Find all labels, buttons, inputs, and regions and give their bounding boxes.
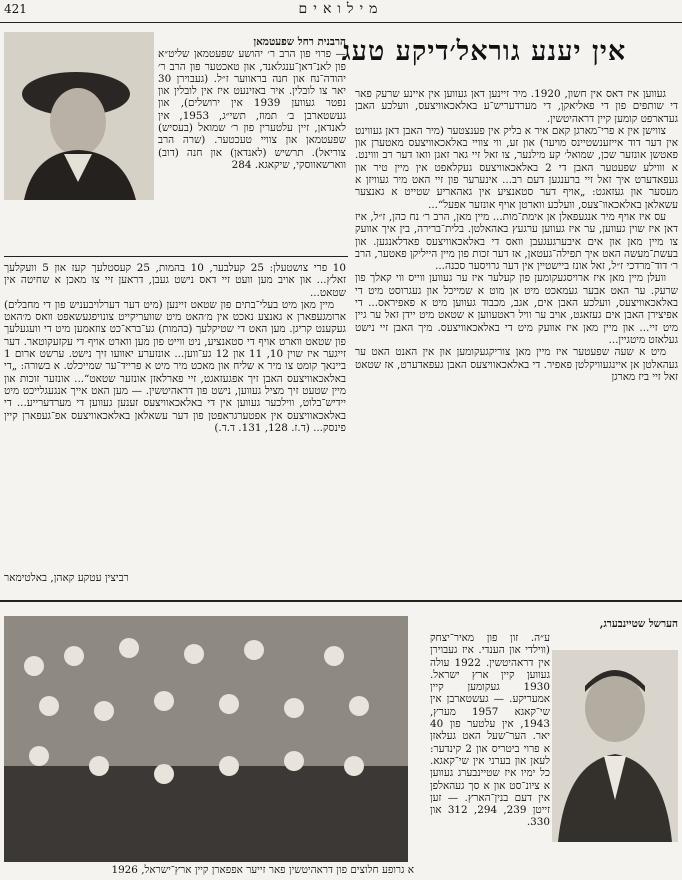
bio-rachel-text: — פרוי פון הרב ר׳ יהושע שפעטמאן שליט״א פון לאנ־דאן־ענגלאנד, און טאכטער פון הרב ר׳ יהודה־נח און חנה בראווער ז״ל. (געבוירן 30 יאר צו לובלין. איר באזינעט איז אין לובלין און נפטר געווען 1939 אין ירושלים), און געשטארבן ב׳ תמוז, תשי״ג, 1953, אין לאנדאן, זיין עלטערין פון ר׳ שמואל (בעסיש) שפעטמאן און צוויי טעכטער. (שרה הרב צוריאל). תרשיש (לאנדאן) און חנה (דוב) ווארשאווסקי, שיקאגא. 284 (158, 48, 346, 171)
article-title: אין יענע גוראל׳דיקע טעג (341, 36, 627, 67)
section-title: מילואים (298, 1, 384, 17)
bio-hershel-text: ע״ה. זון פון מאיר־יצחק (ווילדי און הענדי. איז געבוירן אין דראהיטשין. 1922 עולה געווען קיין ארץ ישראל. 1930 געקומען קיין אמעריקע. — געשטארבן אין שי־קאגא 1957 מערץ, 1943, אין עלטער פון 40 יאר. הער־שעל האט געלאזן א פרוי ביטריס און 2 קינדער: לעאן און בערני אין שי־קאגא. כל ימיו איז שטיינבערג געווען א ציונ־סט און א סך געהאלפן אין דעם בנין־הארץ. — זען זייטן 239, 294, 312 און 330. (430, 632, 551, 829)
bio-hershel-body (430, 632, 550, 829)
bio-divider (4, 256, 348, 257)
page-header (0, 0, 682, 22)
article-paragraph: 10 פרי צושטעלן: 25 קעלבער, 10 בהמות, 25 קעסטלעך קעז און 5 וועקלעך זאלץ... און אויב מען וועט זיי דאס נישט געבן, דראען זיי צו מאכן א שחיטה אין שטאט... (4, 262, 346, 299)
article-paragraph: געווען איז דאס אין חשון, 1920. מיר זיינען דאן געווען אין איינע שרעק פאר די שותפים פון די פאליאקן, די מערדעריש־ע באלאכאוויצעס, וועלכע האבן געדארפט קומען קיין דראהיטשין. (355, 88, 678, 125)
article-paragraph: מיין מאן מיט בעלי־בתים פון שטאט זיינען (מיט דער דערלויבעניש פון די מחבלים) ארומגעפארן א גאנצע נאכט אין מ׳האט מיט שוועריקייט צונויפגעשאפט וואס מ׳האט געקענט קריגן. מען האט די שטיקלעך (בהמות) גע־ברא־כט צוזאמען מיט די וועגעלעך פון שטאט ווארט אויף די סטאנציע, ניט ווייט פון מען ווארט אויף די עקזעקוטאר. דער זייגער איז שוין 10, 11 און 12 גע־ווען... אונזערע יאוועו זיך נישט. ערשט ארום 1 ביינאך קומט צו מיר א שליח און מאכט מיר מיט א פרייד־ער שמייכלט. א בשורה: „די באלאכאוויצעס האבן זיך אפגעזאגט, זיי פארלאזן אונזער שטאט“... אונזער זוכות און מיין שטעט זיך מציל געווען, נישט פון דראהיטשין. — מען האט אייך אנגעגלייכט מיט יידיש־בלוט, ווילכער געווען אין די באלאכאוויצעס זענען געווען די מערדערייע... די באלאכאוויצעס אין אפטערגראפטן פון דער עשאלאן באלאכאוויצעס אפ־געפארן קיין פינסק... (ד.ז. 128, 131. ד.ד.) (4, 298, 346, 434)
article-paragraph: עס איז אויף מיר אנגעפאלן אן אימת־מות... מיין מאן, הרב ר׳ נח כהן, ז״ל, איז דאן איז שוין געווען, ער איז געווען ערגעץ באהאלטן. בלית־ברירה, בין איך אוועק צו מיין מאן און אים איבערגעגעבן וואס די באלאכאוויצעס פאדלאנגען. און בעשת־מעשה האט איך תפילה־געטאן, אז דער זכות פון מיין הייליקן פאטער, הרב ר׳ דוד־מרדכי ז״ל, זאל אונז ביישטיין אין דער גרויסער סכנה... (355, 210, 678, 273)
portrait-photo-woman (4, 32, 154, 200)
article-paragraph: וועלן מיין מאן איז ארויסגעקומען פון קעלער איז ער געווען ווייס ווי קאלך פון שרעק. ער האט אבער געמאכט מיט אן מוט א שמייכל און געגרוסט מיט די באלאכאוויצעס, וועלכע האבן אים, אגב, מכבוד געווען מיט א פאפיראס... די אפיצירן האבן אים געזאגט, אויב ער וויל ראטעווען א שטאט מיט יידן זאל ער גיין מיט זיי... און מיין מאן איז אוועק מיט די באלאכאוויצעס. מיך האבן זיי נישט געלאזט מיטגיין... (355, 272, 678, 346)
article-column-left (4, 262, 346, 434)
portrait-man-image (552, 650, 678, 842)
group-photo (4, 616, 408, 862)
bio-hershel (430, 618, 678, 630)
page-number: 421 (4, 2, 27, 16)
portrait-woman-image (4, 32, 154, 200)
article-column-right (355, 88, 678, 383)
article-paragraph: צווישן אין א פרי־מארגן קאם איר א בליק אין פענצטער (מיר האבן דאן געווינט אין דער דוד אייזענשטיינס מויער) און זע, ווי צוויי באלאכאוויצעס מאטערן און פאטשן אונזער שכן, שמואל׳ קע מילנער, צו זאל זיי גאר זאגן וואו דער רב וווינט. א וווילע שפעטער האבן די 2 באלאכאוויצעס געקלאפט אין מיין טיר און געפאדערט איך זאל זיי ברענגען דעם רב... אינערער פון זיי האט מיר געוויזן א מעסער און געזאגט: „אויף דער סטאנציע אין גאהאריע שטייט א גאנצער עשאלאן באלאכאוו־צעס, וועלכע ווארטן אויף אונזער אפעל“... (355, 124, 678, 211)
bio-rachel (158, 36, 346, 171)
group-photo-image (4, 616, 408, 862)
bio-rachel-name: הרבנית רחל שפעטמאן (253, 36, 346, 48)
section-rule (0, 600, 682, 602)
portrait-photo-man (552, 650, 678, 842)
group-photo-caption: א גרופע חלוצים פון דראהיטשין פאר זייער אפפארן קיין ארץ־ישראל, 1926 (111, 864, 414, 876)
article-signature: רביצין עטקע קאהן, באלטימאר (4, 572, 129, 584)
article-paragraph: מיט א שעה שפעטער איז מיין מאן צוריקגעקומען און אין האנט האט ער געהאלטן אן איינגעוויקלטן פאפיר. די באלאכאוויצעס האבן געפאדערט, אז שטאט זאל זיי ביז מארגן (355, 346, 678, 383)
bio-hershel-name: הערשל שטיינבערג, (599, 618, 678, 630)
header-rule (0, 22, 682, 23)
